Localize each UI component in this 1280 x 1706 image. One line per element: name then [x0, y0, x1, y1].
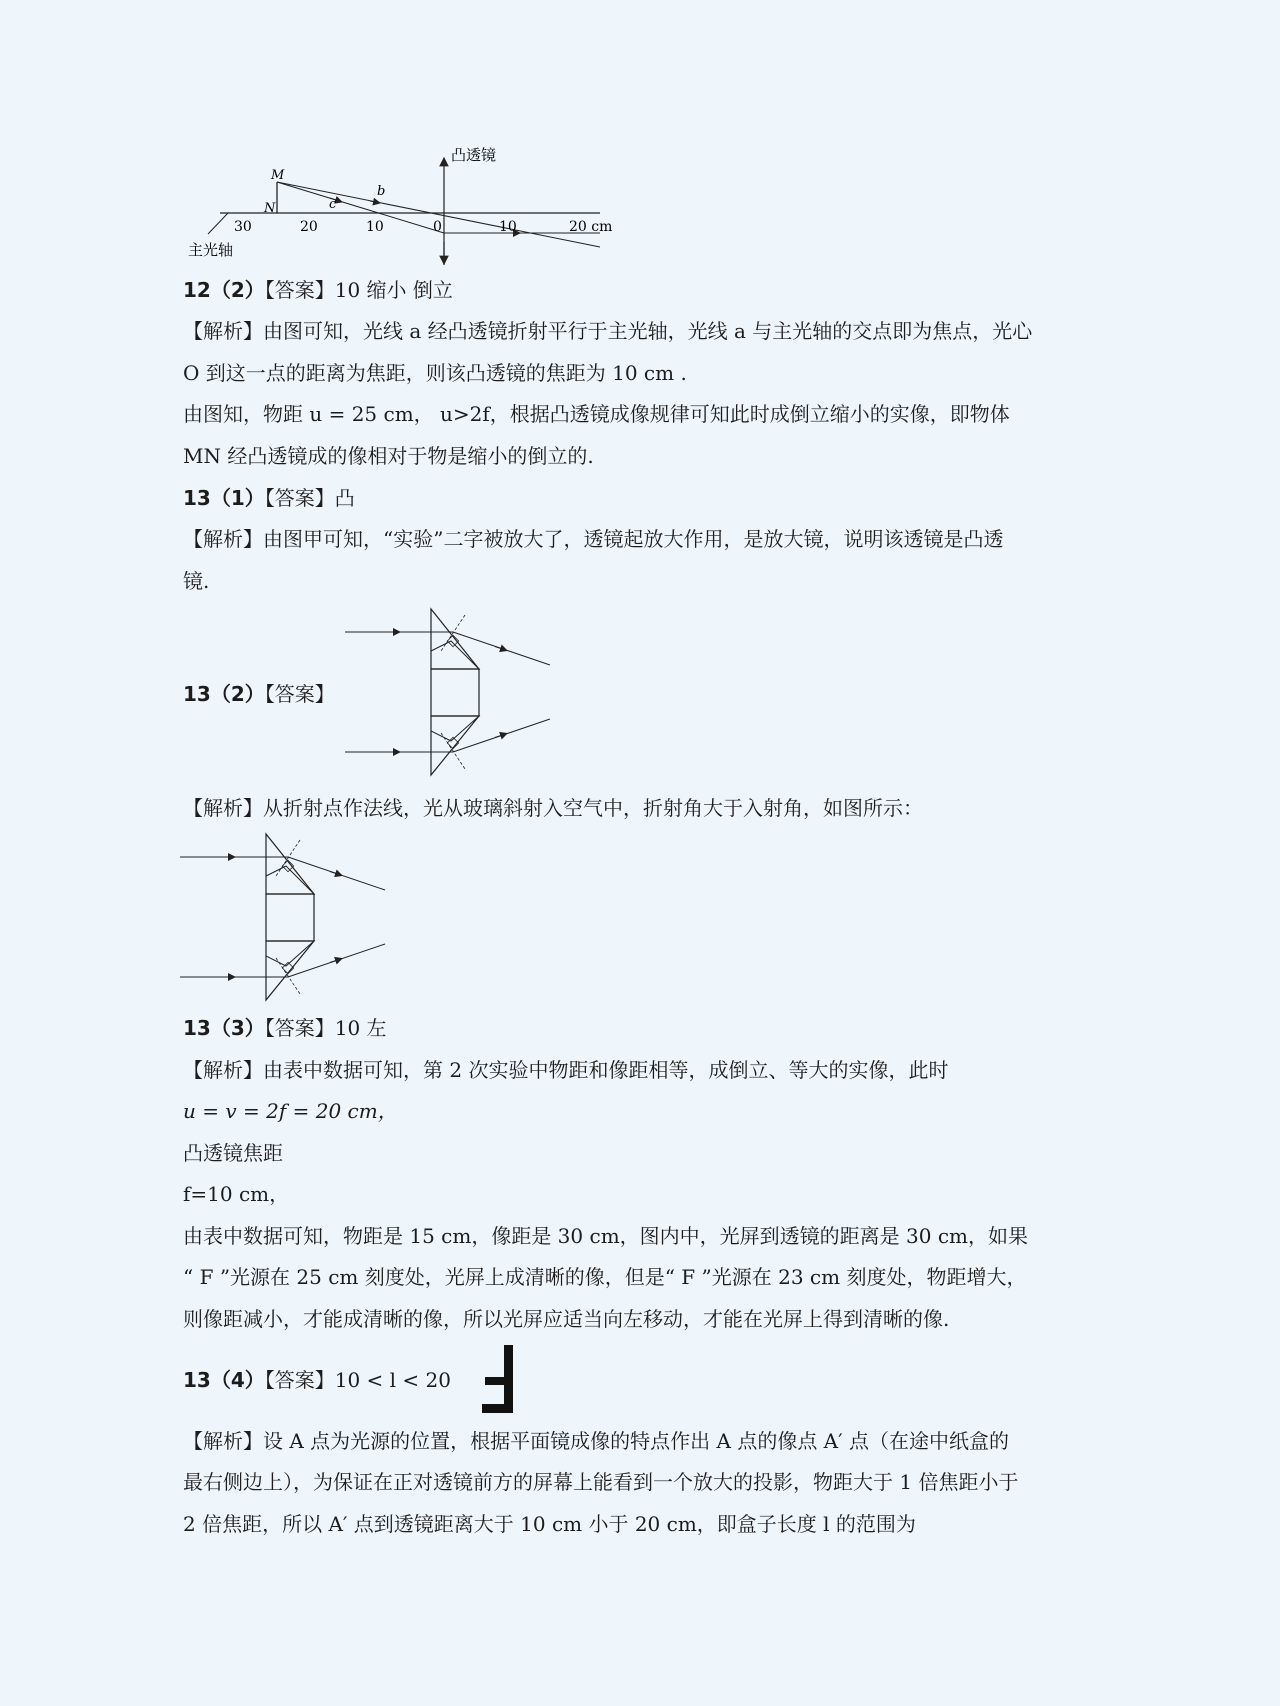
- label-m: M: [271, 168, 285, 183]
- q13-3-label: 13（3）: [183, 1016, 265, 1040]
- q12-2-answer: 10 缩小 倒立: [334, 278, 453, 302]
- q13-3-analysis-1: 【解析】由表中数据可知，第 2 次实验中物距和像距相等，成倒立、等大的实像，此时: [183, 1058, 949, 1082]
- q13-1-analysis-1: 【解析】由图甲可知，“实验”二字被放大了，透镜起放大作用，是放大镜，说明该透镜是凸透: [183, 527, 1004, 551]
- q13-3-answer-line: [183, 1014, 387, 1042]
- q13-2-label: 13（2）: [183, 682, 265, 706]
- q13-1-answer-line: [183, 484, 355, 512]
- q13-3-analysis-3: 凸透镜焦距: [183, 1141, 283, 1165]
- answer-tag: 【答案】: [264, 486, 335, 510]
- ray-b: [277, 182, 600, 247]
- q13-3-analysis-7: 则像距减小，才能成清晰的像，所以光屏应适当向左移动，才能在光屏上得到清晰的像.: [183, 1307, 950, 1331]
- axis-label: 主光轴: [188, 241, 234, 259]
- q12-2-analysis-1: 【解析】由图可知，光线 a 经凸透镜折射平行于主光轴，光线 a 与主光轴的交点即为焦点，光心: [183, 319, 1033, 343]
- q13-4-analysis-1: 【解析】设 A 点为光源的位置，根据平面镜成像的特点作出 A 点的像点 A′ 点（在途中纸盒的: [183, 1429, 1010, 1453]
- answer-tag: 【答案】: [264, 1368, 335, 1392]
- lens-label: 凸透镜: [451, 146, 497, 164]
- q12-2-analysis-4: MN 经凸透镜成的像相对于物是缩小的倒立的.: [183, 444, 594, 468]
- q13-2-analysis: 【解析】从折射点作法线，光从玻璃斜射入空气中，折射角大于入射角，如图所示：: [183, 796, 923, 820]
- label-n: N: [264, 201, 276, 216]
- q13-3-analysis-4: f=10 cm，: [183, 1182, 290, 1206]
- tick-label: 10: [499, 219, 517, 235]
- q13-3-analysis-6: “ F ”光源在 25 cm 刻度处，光屏上成清晰的像，但是“ F ”光源在 23 cm 刻度处，物距增大，: [183, 1265, 1027, 1289]
- prism-diagram-answer: [345, 605, 555, 780]
- q13-1-label: 13（1）: [183, 486, 265, 510]
- tick-label: 0: [433, 219, 442, 235]
- q13-3-answer: 10 左: [334, 1016, 387, 1040]
- f-light-source-icon: [482, 1345, 522, 1413]
- q13-2-answer-line: [183, 680, 335, 708]
- q13-1-analysis-2: 镜.: [183, 569, 210, 593]
- tick-label: 20 cm: [569, 219, 613, 235]
- tick-label: 10: [366, 219, 384, 235]
- q13-3-analysis-2: u = v = 2f = 20 cm，: [183, 1099, 398, 1123]
- q13-4-answer-line: [183, 1366, 451, 1394]
- q13-4-answer: 10 < l < 20: [334, 1368, 451, 1392]
- q12-2-analysis-2: O 到这一点的距离为焦距，则该凸透镜的焦距为 10 cm .: [183, 361, 687, 385]
- prism-diagram-analysis: [180, 830, 390, 1005]
- tick-label: 30: [234, 219, 252, 235]
- q13-1-answer: 凸: [334, 486, 355, 510]
- answer-tag: 【答案】: [264, 278, 335, 302]
- q12-2-analysis-3: 由图知，物距 u = 25 cm， u>2f，根据凸透镜成像规律可知此时成倒立缩小的实像，即物体: [183, 402, 1010, 426]
- tick-label: 20: [300, 219, 318, 235]
- q13-4-analysis-2: 最右侧边上），为保证在正对透镜前方的屏幕上能看到一个放大的投影，物距大于 1 倍焦距小于: [183, 1470, 1019, 1494]
- q13-4-label: 13（4）: [183, 1368, 265, 1392]
- q13-3-analysis-5: 由表中数据可知，物距是 15 cm，像距是 30 cm，图内中，光屏到透镜的距离是 30 cm，如果: [183, 1224, 1028, 1248]
- q13-4-analysis-3: 2 倍焦距，所以 A′ 点到透镜距离大于 10 cm 小于 20 cm，即盒子长度 l 的范围为: [183, 1512, 916, 1536]
- label-c: c: [329, 197, 337, 212]
- label-b: b: [377, 184, 386, 199]
- lens-ray-diagram: [180, 140, 640, 270]
- q12-2-label: 12（2）: [183, 278, 265, 302]
- answer-tag: 【答案】: [264, 1016, 335, 1040]
- q12-2-answer-line: [183, 276, 453, 304]
- answer-tag: 【答案】: [264, 682, 335, 706]
